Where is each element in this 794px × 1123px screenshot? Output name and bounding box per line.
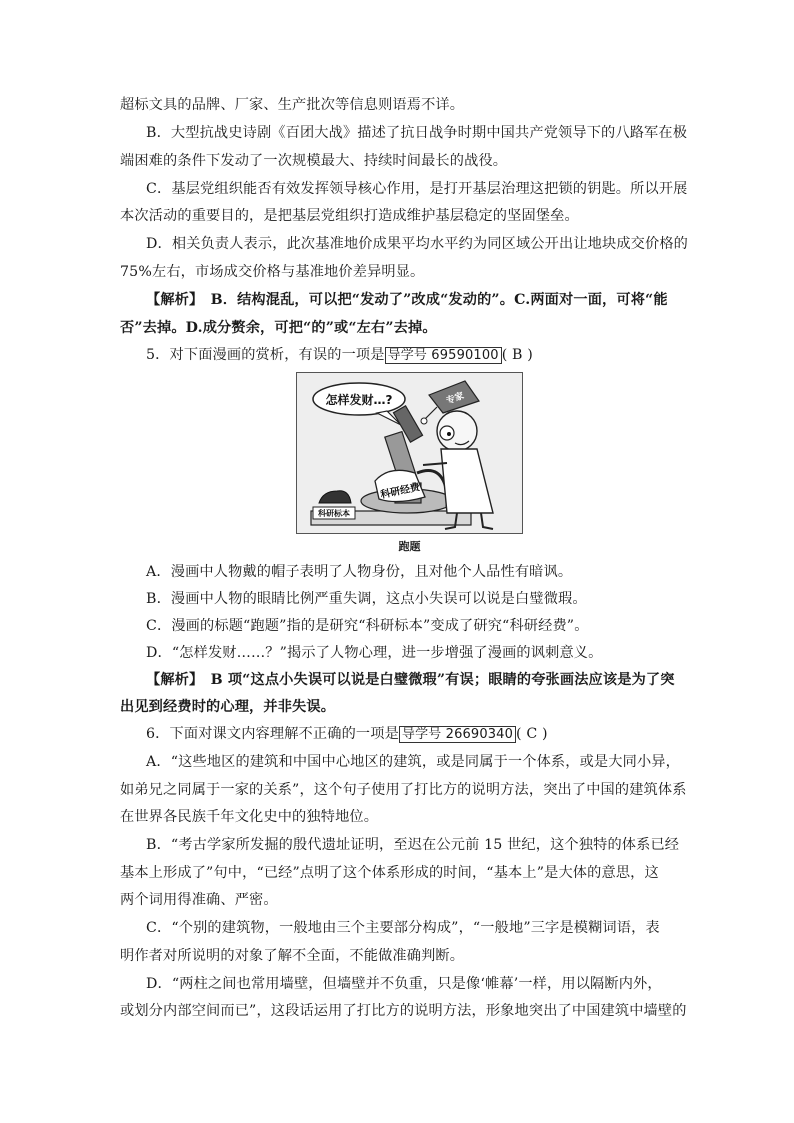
text-line: 本次活动的重要目的，是把基层党组织打造成维护基层稳定的坚固堡垒。 [120,208,579,224]
specimen-label: 科研标本 [318,509,350,518]
funds-label: 科研经费 [379,481,422,502]
cartoon-drawing [297,373,523,534]
analysis-q5 [146,670,676,690]
option-b-q4: B．大型抗战史诗剧《百团大战》描述了抗日战争时期中国共产党领导下的八路军在极 [146,125,688,141]
analysis-text: 否”去掉。D.成分赘余，可把“的”或“左右”去掉。 [120,320,437,336]
question-text: 6．下面对课文内容理解不正确的一项是 [146,726,399,742]
answer: ( B ) [501,347,533,363]
option-d-q4: D．相关负责人表示，此次基准地价成果平均水平约为同区域公开出让地块成交价格的 [146,236,689,252]
hat-label: 专家 [445,391,466,407]
question-text: 5．对下面漫画的赏析，有误的一项是 [146,347,385,363]
option-c-q4: C．基层党组织能否有效发挥领导核心作用，是打开基层治理这把锁的钥匙。所以开展 [146,181,688,197]
text-line: 75%左右，市场成交价格与基准地价差异明显。 [120,264,425,280]
text-line: 两个词用得准确、严密。 [120,892,278,908]
text-line: 或划分内部空间而已”，这段话运用了打比方的说明方法，形象地突出了中国建筑中墙壁的 [120,1003,687,1019]
question-6 [146,724,676,745]
analysis-text: 出见到经费时的心理，并非失误。 [120,699,336,715]
analysis-q4 [146,290,676,310]
option-b-q5: B．漫画中人物的眼睛比例严重失调，这点小失误可以说是白璧微瑕。 [146,591,587,607]
option-b-q6: B．“考古学家所发掘的殷代遗址证明，至迟在公元前 15 世纪，这个独特的体系已经 [146,837,680,853]
analysis-tag: 【解析】 [146,672,197,688]
analysis-tag: 【解析】 [146,292,197,308]
option-c-q6: C．“个别的建筑物，一般地由三个主要部分构成”，“一般地”三字是模糊词语，表 [146,920,660,936]
option-d-q5: D．“怎样发财……？”揭示了人物心理，进一步增强了漫画的讽刺意义。 [146,645,603,661]
text-line: 端困难的条件下发动了一次规模最大、持续时间最长的战役。 [120,153,508,169]
guide-number: 导学号 26690340 [399,726,516,743]
option-d-q6: D．“两柱之间也常用墙壁，但墙壁并不负重，只是像‘帷幕’一样，用以隔断内外， [146,976,662,992]
cartoon-image [296,372,523,534]
text-line: 在世界各民族千年文化史中的独特地位。 [120,809,379,825]
analysis-text: B 项“这点小失误可以说是白璧微瑕”有误；眼睛的夸张画法应该是为了突 [196,672,675,688]
question-5 [146,345,676,366]
speech-bubble-text: 怎样发财…? [325,393,393,407]
analysis-text: B．结构混乱，可以把“发动了”改成“发动的”。C.两面对一面，可将“能 [196,292,668,308]
text-line: 超标文具的品牌、厂家、生产批次等信息则语焉不详。 [120,97,465,113]
option-a-q6: A．“这些地区的建筑和中国中心地区的建筑，或是同属于一个体系，或是大同小异， [146,754,680,770]
cartoon-caption: 跑题 [398,540,421,553]
text-line: 基本上形成了”句中，“已经”点明了这个体系形成的时间，“基本上”是大体的意思，这 [120,865,659,881]
answer: ( C ) [516,726,548,742]
text-line: 明作者对所说明的对象了解不全面，不能做准确判断。 [120,948,465,964]
option-a-q5: A．漫画中人物戴的帽子表明了人物身份，且对他个人品性有暗讽。 [146,564,573,580]
text-line: 如弟兄之同属于一家的关系”，这个句子使用了打比方的说明方法，突出了中国的建筑体系 [120,782,687,798]
guide-number: 导学号 69590100 [385,347,502,364]
option-c-q5: C．漫画的标题“跑题”指的是研究“科研标本”变成了研究“科研经费”。 [146,618,589,634]
